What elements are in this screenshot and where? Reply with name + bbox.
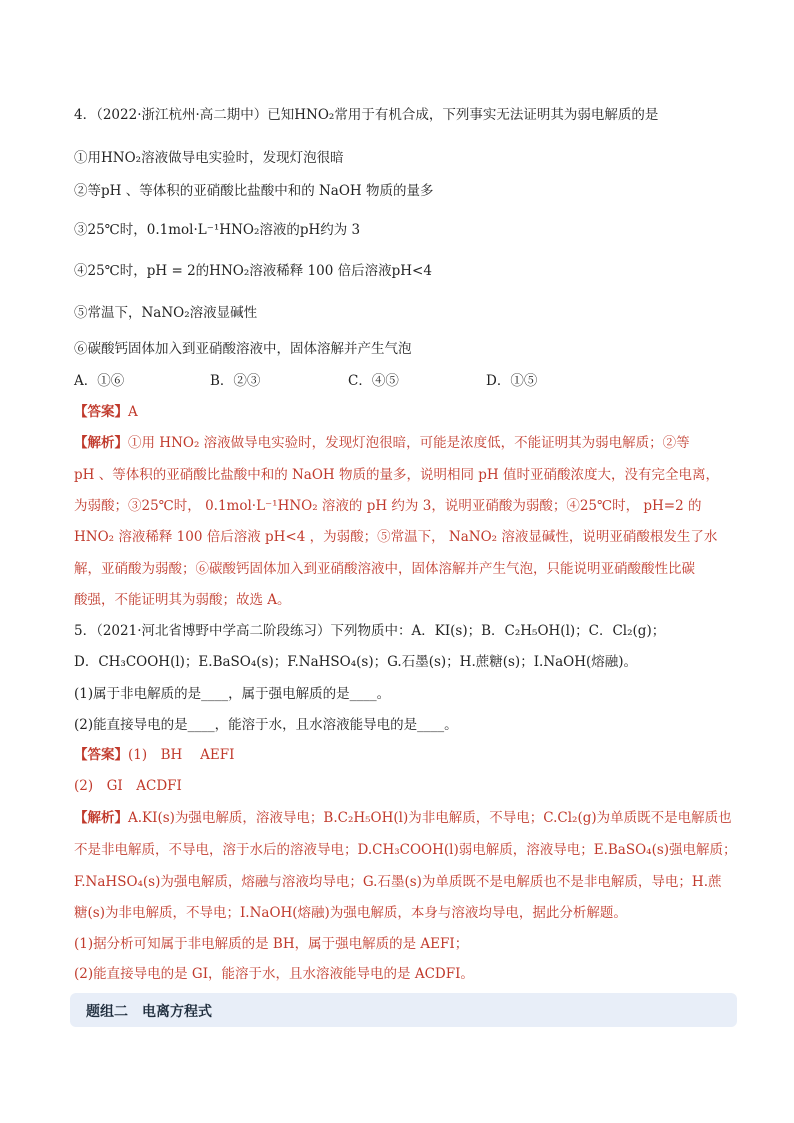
q5-analysis-line-2: 不是非电解质，不导电，溶于水后的溶液导电；D.CH₃COOH(l)弱电解质，溶液导电；E.BaSO₄(s)强电解质；: [74, 842, 737, 858]
q4-analysis-text-1: ①用 HNO₂ 溶液做导电实验时，发现灯泡很暗，可能是浓度低，不能证明其为弱电解质；②等: [128, 435, 690, 451]
q4-answer-tag: 【答案】: [74, 404, 128, 420]
q4-stem: 4．（2022·浙江杭州·高二期中）已知HNO₂常用于有机合成，下列事实无法证明其为弱电解质的是: [74, 107, 659, 123]
q5-answer-line-2: (2) GI ACDFI: [74, 778, 182, 794]
q5-analysis-line-3: F.NaHSO₄(s)为强电解质，熔融与溶液均导电；G.石墨(s)为单质既不是电解质也不是非电解质，导电；H.蔗: [74, 874, 722, 890]
q5-analysis-line-4: 糖(s)为非电解质，不导电；I.NaOH(熔融)为强电解质，本身与溶液均导电，据此分析解题。: [74, 905, 627, 921]
q4-fact-5: ⑤常温下，NaNO₂溶液显碱性: [74, 305, 258, 321]
q4-fact-1: ①用HNO₂溶液做导电实验时，发现灯泡很暗: [74, 150, 344, 166]
q4-fact-6: ⑥碳酸钙固体加入到亚硝酸溶液中，固体溶解并产生气泡: [74, 341, 412, 357]
q5-analysis-line-1: [74, 809, 732, 827]
q4-fact-3: ③25℃时，0.1mol·L⁻¹HNO₂溶液的pH约为 3: [74, 222, 361, 238]
q5-stem-line-2: D．CH₃COOH(l)；E.BaSO₄(s)；F.NaHSO₄(s)；G.石墨(s)；H.蔗糖(s)；I.NaOH(熔融)。: [74, 654, 638, 670]
q4-analysis-line-6: 酸强，不能证明其为弱酸；故选 A。: [74, 592, 291, 608]
q4-choice-a: A．①⑥: [74, 373, 125, 389]
q5-analysis-tag: 【解析】: [74, 810, 128, 826]
section-banner: [70, 993, 737, 1027]
q5-analysis-text-1: A.KI(s)为强电解质，溶液导电；B.C₂H₅OH(l)为非电解质，不导电；C.Cl₂(g)为单质既不是电解质也: [128, 810, 732, 826]
q4-choice-b: B．②③: [210, 373, 261, 389]
q4-answer-value: A: [128, 404, 138, 420]
q5-answer-line-1: [74, 746, 234, 764]
q4-analysis-line-3: 为弱酸；③25℃时， 0.1mol·L⁻¹HNO₂ 溶液的 pH 约为 3，说明亚硝酸为弱酸；④25℃时， pH=2 的: [74, 498, 702, 514]
q5-stem-line-4: (2)能直接导电的是____，能溶于水，且水溶液能导电的是____。: [74, 717, 458, 733]
q4-fact-4: ④25℃时，pH = 2的HNO₂溶液稀释 100 倍后溶液pH<4: [74, 263, 432, 279]
q4-analysis-tag: 【解析】: [74, 435, 128, 451]
q5-analysis-line-5: (1)据分析可知属于非电解质的是 BH，属于强电解质的是 AEFI；: [74, 936, 469, 952]
q4-choice-d: D．①⑤: [486, 373, 538, 389]
q4-choice-c: C．④⑤: [348, 373, 399, 389]
q4-answer: [74, 403, 138, 421]
q5-stem-line-1: 5．（2021·河北省博野中学高二阶段练习）下列物质中：A．KI(s)；B．C₂H₅OH(l)；C．Cl₂(g)；: [74, 623, 666, 639]
q4-analysis-line-4: HNO₂ 溶液稀释 100 倍后溶液 pH<4 ，为弱酸；⑤常温下， NaNO₂ 溶液显碱性，说明亚硝酸根发生了水: [74, 529, 718, 545]
q5-answer-1: (1) BH AEFI: [128, 747, 235, 763]
q5-answer-tag: 【答案】: [74, 747, 128, 763]
q5-analysis-line-6: (2)能直接导电的是 GI，能溶于水，且水溶液能导电的是 ACDFI。: [74, 966, 474, 982]
q4-fact-2: ②等pH 、等体积的亚硝酸比盐酸中和的 NaOH 物质的量多: [74, 183, 434, 199]
q4-analysis-line-2: pH 、等体积的亚硝酸比盐酸中和的 NaOH 物质的量多，说明相同 pH 值时亚硝酸浓度大，没有完全电离，: [74, 467, 719, 483]
section-title: 题组二 电离方程式: [86, 1004, 212, 1020]
q5-stem-line-3: (1)属于非电解质的是____，属于强电解质的是____。: [74, 686, 391, 702]
q4-analysis-line-5: 解，亚硝酸为弱酸；⑥碳酸钙固体加入到亚硝酸溶液中，固体溶解并产生气泡，只能说明亚硝酸酸性比碳: [74, 561, 695, 577]
q4-analysis-line-1: [74, 434, 690, 452]
